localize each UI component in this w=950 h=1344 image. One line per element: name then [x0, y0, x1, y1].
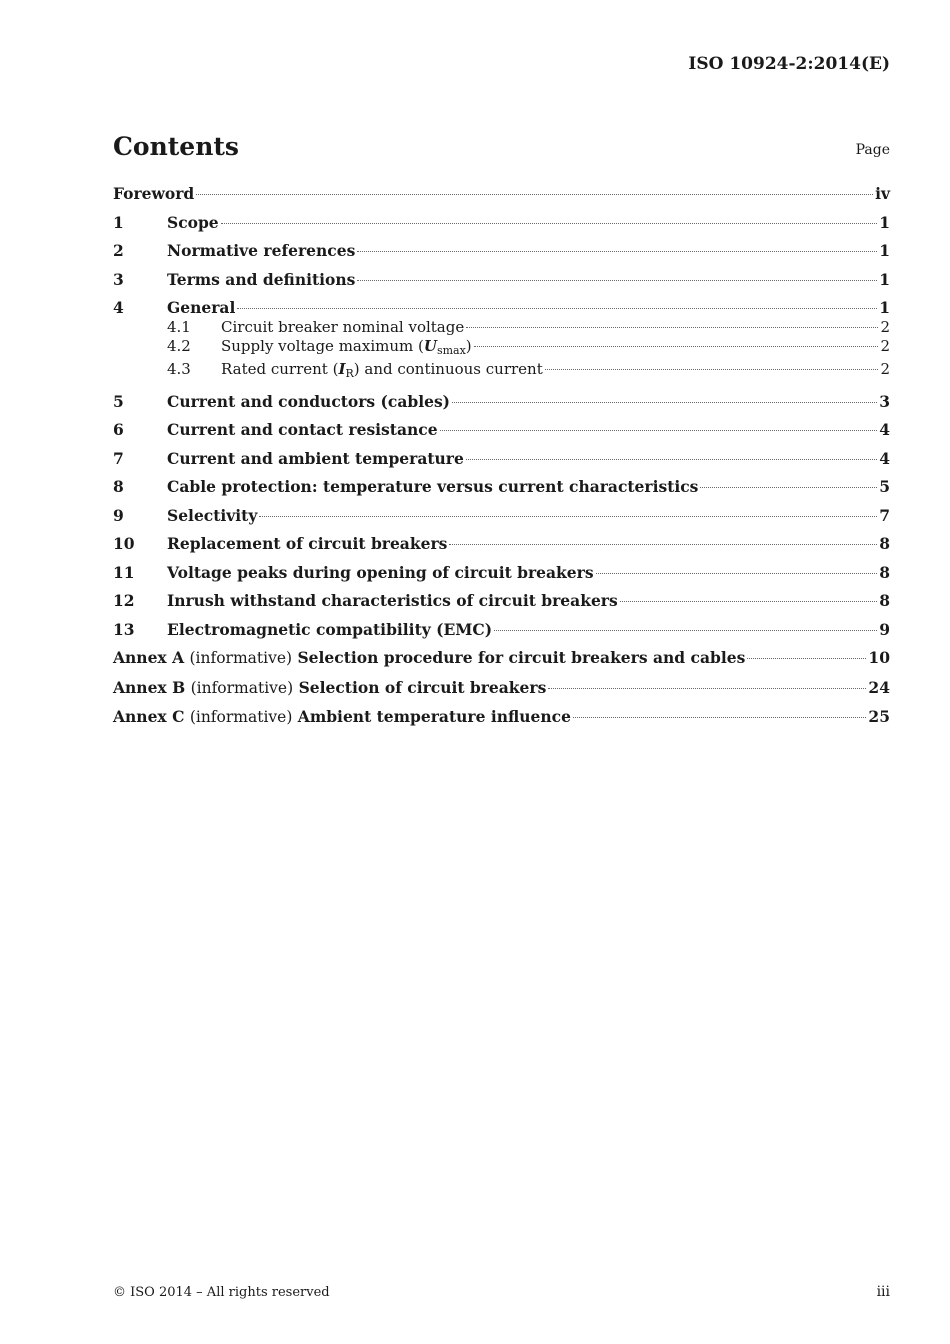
toc-subentry-number: 4.1 — [167, 317, 191, 336]
toc-entry-page: 8 — [879, 591, 890, 610]
toc-entry-13[interactable] — [113, 620, 890, 640]
toc-entry-label: Inrush withstand characteristics of circuit breakers — [167, 591, 618, 610]
toc-entry-label: Current and ambient temperature — [167, 448, 464, 468]
toc-subentry-page: 2 — [880, 317, 890, 336]
toc-entry-label: Current and conductors (cables) — [167, 391, 451, 411]
dot-leader — [545, 369, 879, 370]
dot-leader — [357, 251, 877, 252]
toc-entry-4[interactable] — [113, 298, 890, 318]
toc-entry-page: 24 — [868, 677, 890, 697]
table-of-contents — [113, 184, 890, 737]
toc-subentry-page: 2 — [880, 336, 890, 355]
page-number: iii — [876, 1284, 890, 1300]
copyright-notice: © ISO 2014 – All rights reserved — [113, 1285, 330, 1300]
dot-leader — [440, 430, 878, 431]
toc-entry-number: 5 — [113, 391, 124, 411]
toc-entry-label: Cable protection: temperature versus current characteristics — [167, 477, 699, 496]
toc-entry-label: Electromagnetic compatibility (EMC) — [167, 619, 493, 639]
dot-leader — [573, 717, 866, 718]
toc-entry-12[interactable] — [113, 591, 890, 611]
annex-title: Selection procedure for circuit breakers and cables — [297, 648, 746, 667]
subscript-r: R — [345, 366, 354, 380]
page-title: Contents — [113, 132, 240, 161]
annex-title: Selection of circuit breakers — [298, 677, 547, 697]
toc-entry-label: Foreword — [113, 184, 195, 203]
toc-entry-foreword[interactable] — [113, 184, 890, 204]
dot-leader — [237, 308, 877, 309]
document-id: ISO 10924-2:2014(E) — [688, 54, 890, 74]
toc-entry-number: 3 — [113, 269, 124, 289]
toc-entry-1[interactable] — [113, 213, 890, 233]
subscript-smax: smax — [436, 343, 466, 357]
symbol-u: U — [423, 336, 437, 355]
toc-subentry-label: Rated current $(I_R)$ and continuous current — [221, 359, 543, 380]
toc-entry-7[interactable] — [113, 449, 890, 469]
dot-leader — [474, 346, 879, 347]
dot-leader — [548, 688, 866, 689]
symbol-i: I — [338, 359, 346, 378]
toc-entry-page: 5 — [879, 477, 890, 496]
toc-subentry-4-2[interactable] — [113, 337, 890, 360]
dot-leader — [452, 402, 877, 403]
annex-prefix: Annex C — [113, 707, 185, 726]
toc-entry-number: 12 — [113, 591, 135, 610]
toc-entry-label: Scope — [167, 212, 219, 232]
dot-leader — [196, 194, 873, 195]
toc-entry-page: 8 — [879, 534, 890, 553]
toc-subentry-label: Supply voltage maximum $(U_{smax})$ — [221, 336, 472, 357]
toc-entry-number: 6 — [113, 420, 124, 439]
annex-prefix: Annex A — [113, 648, 185, 667]
toc-entry-number: 13 — [113, 619, 135, 639]
dot-leader — [259, 516, 877, 517]
toc-entry-number: 8 — [113, 477, 124, 496]
dot-leader — [466, 459, 877, 460]
toc-entry-page: 3 — [879, 391, 890, 411]
toc-entry-page: 1 — [879, 212, 890, 232]
toc-entry-number: 11 — [113, 562, 135, 582]
dot-leader — [620, 601, 878, 602]
toc-entry-number: 1 — [113, 212, 124, 232]
toc-entry-page: 4 — [879, 420, 890, 439]
toc-entry-11[interactable] — [113, 563, 890, 583]
annex-informative: (informative) — [189, 708, 293, 726]
toc-entry-page: 9 — [879, 619, 890, 639]
dot-leader — [466, 327, 878, 328]
toc-subentry-4-1[interactable] — [113, 318, 890, 337]
annex-title: Ambient temperature influence — [297, 707, 571, 726]
toc-entry-9[interactable] — [113, 506, 890, 526]
toc-entry-page: iv — [875, 184, 890, 203]
dot-leader — [449, 544, 877, 545]
dot-leader — [747, 658, 866, 659]
toc-entry-label: General — [167, 298, 236, 317]
toc-entry-page: 1 — [879, 241, 890, 260]
toc-entry-page: 7 — [879, 505, 890, 525]
dot-leader — [357, 280, 877, 281]
toc-entry-label: Selectivity — [167, 505, 258, 525]
toc-entry-number: 7 — [113, 448, 124, 468]
annex-prefix: Annex B — [113, 677, 186, 697]
toc-entry-annex-c[interactable] — [113, 707, 890, 728]
toc-entry-label: Terms and definitions — [167, 269, 356, 289]
dot-leader — [221, 223, 878, 224]
toc-entry-2[interactable] — [113, 241, 890, 261]
toc-entry-page: 25 — [868, 707, 890, 726]
toc-entry-page: 4 — [879, 448, 890, 468]
toc-entry-label: Replacement of circuit breakers — [167, 534, 448, 553]
toc-subentry-number: 4.3 — [167, 359, 191, 378]
toc-entry-number: 4 — [113, 298, 124, 317]
page-column-label: Page — [855, 142, 890, 158]
toc-subentry-number: 4.2 — [167, 336, 191, 355]
toc-entry-label: Normative references — [167, 241, 356, 260]
toc-entry-3[interactable] — [113, 270, 890, 290]
toc-entry-label: Current and contact resistance — [167, 420, 438, 439]
toc-entry-5[interactable] — [113, 392, 890, 412]
toc-entry-number: 2 — [113, 241, 124, 260]
toc-subentry-label: Circuit breaker nominal voltage — [221, 317, 465, 336]
toc-entry-number: 9 — [113, 505, 124, 525]
toc-annex-label — [113, 707, 571, 728]
toc-subentry-4-3[interactable] — [113, 360, 890, 383]
toc-entry-10[interactable] — [113, 534, 890, 554]
toc-entry-6[interactable] — [113, 420, 890, 440]
toc-entry-page: 1 — [879, 298, 890, 317]
toc-entry-page: 8 — [879, 562, 890, 582]
toc-entry-8[interactable] — [113, 477, 890, 497]
toc-annex-label — [113, 678, 546, 699]
toc-subentry-page: 2 — [880, 359, 890, 378]
toc-entry-page: 10 — [868, 648, 890, 667]
toc-entry-annex-b[interactable] — [113, 678, 890, 699]
dot-leader — [596, 573, 878, 574]
toc-entry-number: 10 — [113, 534, 135, 553]
annex-informative: (informative) — [190, 678, 294, 697]
toc-entry-page: 1 — [879, 269, 890, 289]
dot-leader — [700, 487, 877, 488]
toc-entry-annex-a[interactable] — [113, 648, 890, 669]
toc-annex-label — [113, 648, 745, 669]
dot-leader — [494, 630, 877, 631]
annex-informative: (informative) — [189, 649, 293, 667]
toc-entry-label: Voltage peaks during opening of circuit breakers — [167, 562, 594, 582]
